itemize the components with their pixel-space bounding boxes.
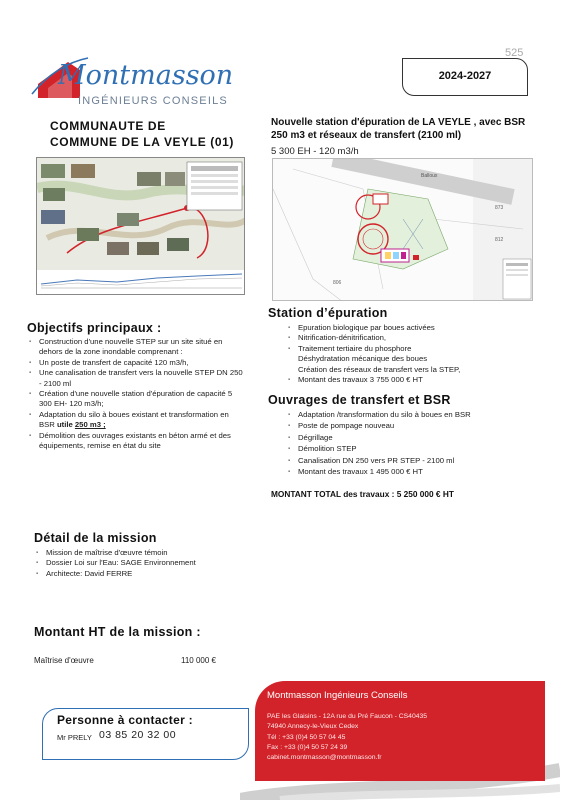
company-name: Montmasson Ingénieurs Conseils — [267, 690, 408, 701]
company-tel: Tél : +33 (0)4 50 57 04 45 — [267, 733, 346, 741]
company-email[interactable]: cabinet.montmasson@montmasson.fr — [267, 754, 382, 762]
contact-name: Mr PRELY — [57, 733, 92, 742]
station-item-5: Création des réseaux de transfert vers la STEP, — [298, 364, 461, 374]
plan-road-label: Balloux — [421, 173, 438, 179]
station-heading: Station d’épuration — [268, 306, 388, 320]
client-line-2: COMMUNE DE LA VEYLE (01) — [50, 135, 234, 149]
project-title-line-2: 250 m3 et réseaux de transfert (2100 ml) — [271, 130, 462, 141]
station-item-1: ▪ Epuration biologique par boues activées — [286, 323, 536, 333]
objectif-item-5: ▪ Adaptation du silo à boues existant et transformation en BSR utile 250 m3 ; — [27, 410, 267, 431]
ouvrages-heading: Ouvrages de transfert et BSR — [268, 393, 451, 407]
site-map-image — [36, 157, 245, 295]
objectif-item-4: ▪ Création d'une nouvelle station d'épuration de capacité 5 300 EH- 120 m3/h; — [27, 389, 267, 410]
station-item-3: ▪ Traitement tertiaire du phosphore — [286, 344, 536, 354]
station-list — [286, 323, 536, 385]
project-capacity: 5 300 EH - 120 m3/h — [271, 146, 359, 157]
site-plan-image — [272, 158, 533, 301]
company-address — [267, 712, 427, 763]
ouvrages-list — [286, 409, 536, 477]
maitrise-value: 110 000 € — [181, 656, 216, 665]
ouvrage-item-4: ▪ Démolition STEP — [286, 444, 536, 454]
ouvrage-item-5: ▪ Canalisation DN 250 vers PR STEP - 2100 ml — [286, 456, 536, 466]
objectif-item-6: ▪ Démolition des ouvrages existants en béton armé et des équipements, remise en état du site — [27, 431, 267, 452]
detail-item-3: ▪ Architecte: David FERRE — [34, 569, 254, 579]
page-number: 525 — [505, 47, 524, 59]
plan-parcel-b: 873 — [495, 205, 504, 211]
station-item-4: Déshydratation mécanique des boues — [298, 354, 428, 364]
objectifs-list — [27, 337, 267, 451]
montant-heading: Montant HT de la mission : — [34, 625, 201, 639]
objectif-item-1: ▪ Construction d'une nouvelle STEP sur un site situé en dehors de la zone inondable comprenant : — [27, 337, 267, 358]
client-name — [50, 118, 234, 150]
objectif-item-2: ▪ Un poste de transfert de capacité 120 m3/h, — [27, 358, 267, 368]
ouvrage-item-2: ▪ Poste de pompage nouveau — [286, 421, 536, 431]
station-item-6: ▪ Montant des travaux 3 755 000 € HT — [286, 375, 536, 385]
company-fax: Fax : +33 (0)4 50 57 24 39 — [267, 743, 348, 751]
detail-item-2: ▪ Dossier Loi sur l'Eau: SAGE Environnement — [34, 558, 254, 568]
detail-list — [34, 548, 254, 579]
ouvrage-item-1: ▪ Adaptation /transformation du silo à boues en BSR — [286, 410, 536, 420]
total-amount: MONTANT TOTAL des travaux : 5 250 000 € HT — [271, 489, 454, 499]
company-address-line-1: PAE les Glaisins - 12A rue du Pré Faucon - CS40435 — [267, 713, 428, 720]
maitrise-label: Maîtrise d'œuvre — [34, 656, 94, 665]
ouvrage-item-6: ▪ Montant des travaux 1 495 000 € HT — [286, 467, 536, 477]
contact-phone: 03 85 20 32 00 — [99, 729, 177, 741]
project-years: 2024-2027 — [438, 70, 492, 82]
detail-item-1: ▪ Mission de maîtrise d'œuvre témoin — [34, 548, 254, 558]
logo-wordmark: Montmasson — [58, 60, 234, 91]
project-title — [271, 116, 533, 142]
contact-heading: Personne à contacter : — [57, 713, 193, 727]
client-line-1: COMMUNAUTE DE — [50, 119, 166, 133]
station-item-2: ▪ Nitrification-dénitrification, — [286, 333, 536, 343]
logo-subtitle: INGÉNIEURS CONSEILS — [78, 95, 228, 107]
project-title-line-1: Nouvelle station d'épuration de LA VEYLE , avec BSR — [271, 117, 526, 128]
detail-heading: Détail de la mission — [34, 531, 157, 545]
ouvrage-item-3: ▪ Dégrillage — [286, 433, 536, 443]
objectifs-heading: Objectifs principaux : — [27, 321, 162, 335]
plan-parcel-a: 812 — [495, 237, 504, 243]
company-address-line-2: 74940 Annecy-le-Vieux Cedex — [267, 723, 359, 731]
plan-parcel-c: 806 — [333, 280, 342, 286]
objectif-item-3: ▪ Une canalisation de transfert vers la nouvelle STEP DN 250 - 2100 ml — [27, 368, 267, 389]
